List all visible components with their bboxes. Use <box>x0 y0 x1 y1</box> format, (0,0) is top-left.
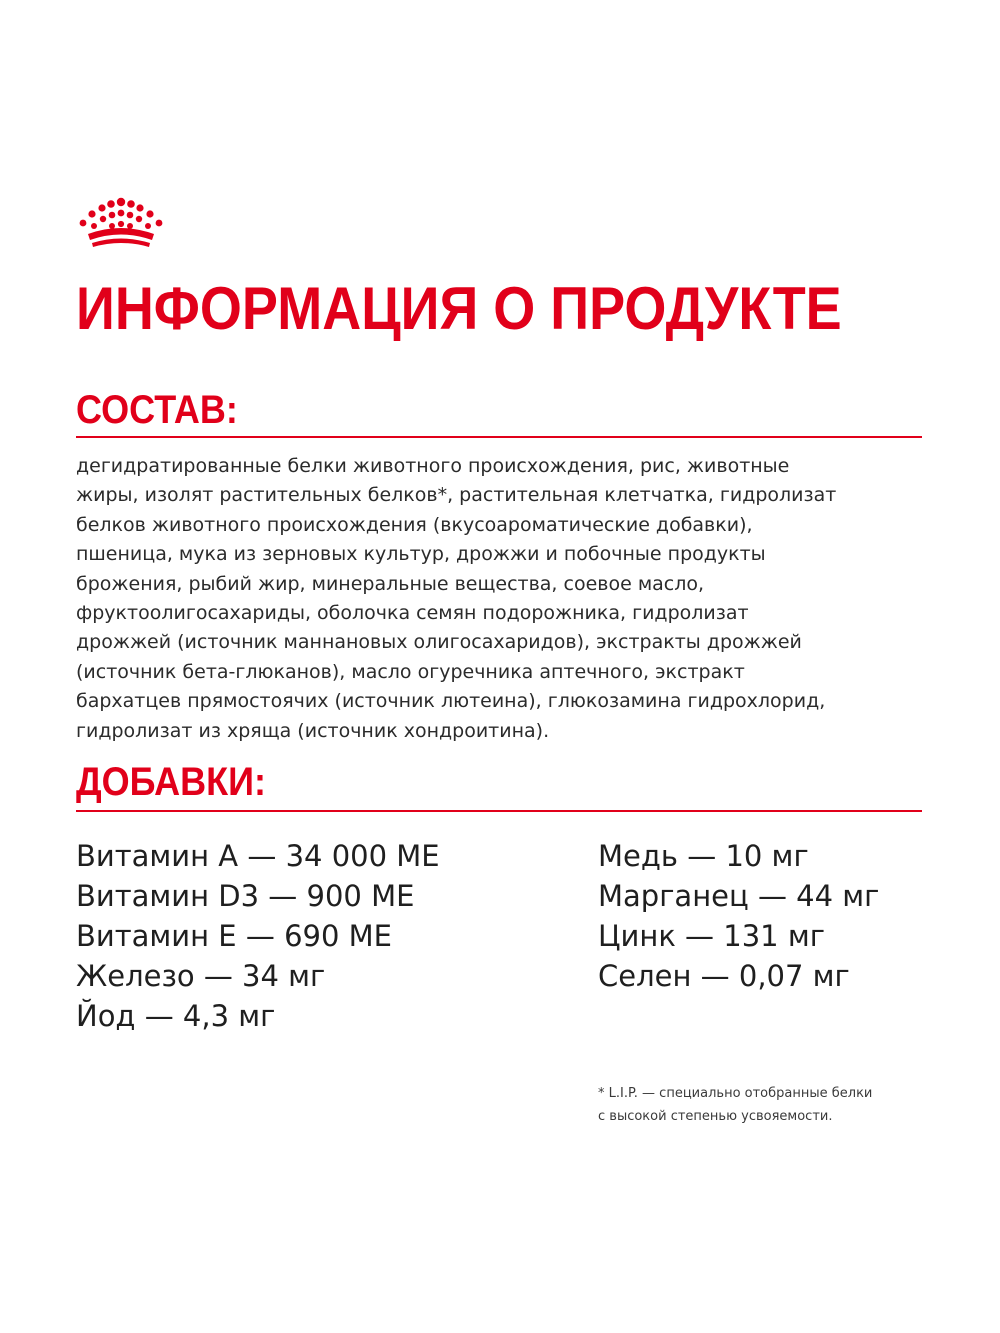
footnote: * L.I.P. — специально отобранные белки с высокой степенью усвояемости. <box>598 1086 873 1124</box>
composition-heading: СОСТАВ: <box>76 388 238 432</box>
composition-divider <box>76 436 922 438</box>
additive-item: Витамин D3 — 900 МЕ <box>76 879 415 913</box>
additive-item: Марганец — 44 мг <box>598 879 880 913</box>
page-title: ИНФОРМАЦИЯ О ПРОДУКТЕ <box>76 275 842 342</box>
crown-icon <box>78 196 164 250</box>
additive-item: Витамин А — 34 000 МЕ <box>76 839 440 873</box>
additives-list-left <box>76 836 440 1036</box>
composition-text: дегидратированные белки животного происхождения, рис, животные жиры, изолят растительных белков*, растительная клетчатка, гидролизат белков животного происхождения (вкусоароматические добавки), пшеница, мука из зерновых культур, дрожжи и побочные продукты брожения, рыбий жир, минеральные вещества, соевое масло, фруктоолигосахариды, оболочка семян подорожника, гидролизат дрожжей (источник маннановых олигосахаридов), экстракты дрожжей (источник бета-глюканов), масло огуречника аптечного, экстракт бархатцев прямостоячих (источник лютеина), глюкозамина гидрохлорид, гидролизат из хряща (источник хондроитина). <box>76 455 837 742</box>
additive-item: Цинк — 131 мг <box>598 919 825 953</box>
additives-heading: ДОБАВКИ: <box>76 760 266 804</box>
additives-divider <box>76 810 922 812</box>
additive-item: Йод — 4,3 мг <box>76 999 276 1033</box>
additive-item: Витамин Е — 690 МЕ <box>76 919 392 953</box>
additives-list-right <box>598 836 879 996</box>
additive-item: Медь — 10 мг <box>598 839 809 873</box>
additive-item: Селен — 0,07 мг <box>598 959 850 993</box>
additive-item: Железо — 34 мг <box>76 959 326 993</box>
